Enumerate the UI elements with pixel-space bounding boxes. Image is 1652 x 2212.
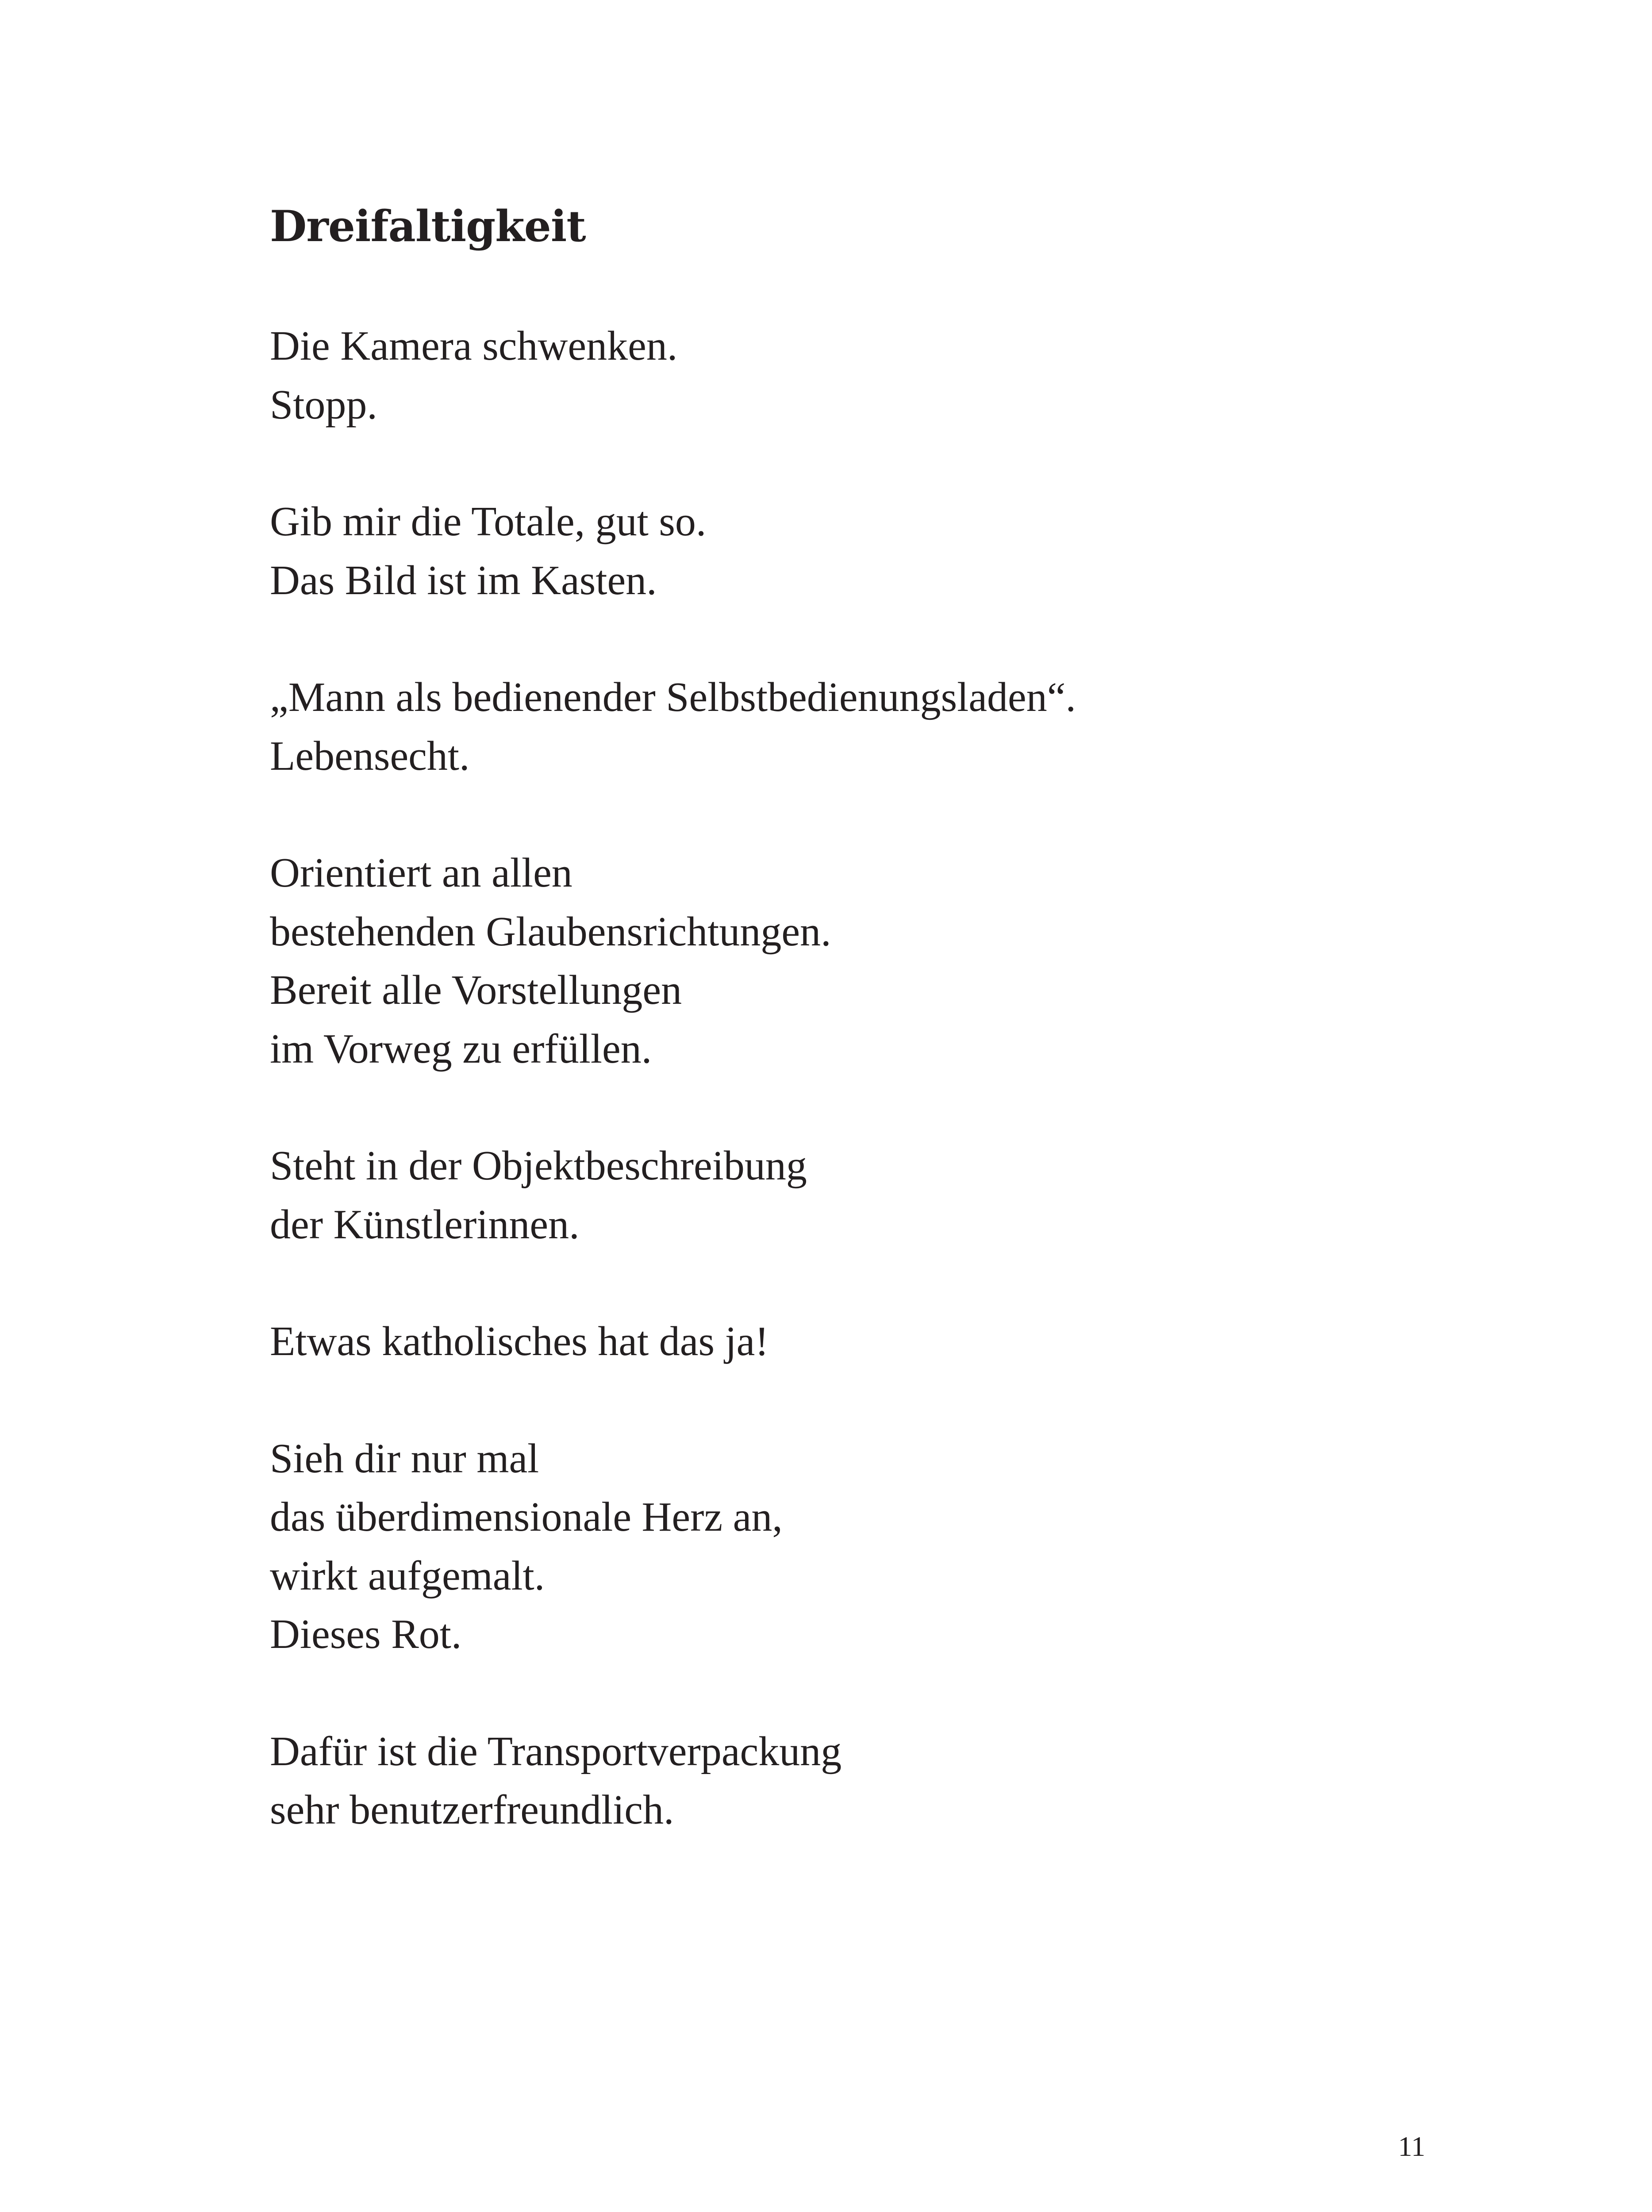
poem [270,191,1553,1839]
poem-line: „Mann als bedienender Selbstbedienungsladen“. [270,674,1076,720]
poem-title: Dreifaltigkeit [270,201,586,251]
poem-line: im Vorweg zu erfüllen. [270,1025,652,1072]
stanza [270,492,1553,610]
poem-line: Die Kamera schwenken. [270,323,678,369]
poem-line: der Künstlerinnen. [270,1201,580,1248]
poem-line: Gib mir die Totale, gut so. [270,499,707,545]
stanza [270,1137,1553,1254]
poem-line: Etwas katholisches hat das ja! [270,1318,769,1364]
poem-line: Steht in der Objektbeschreibung [270,1143,807,1189]
poem-line: Lebensecht. [270,733,470,779]
poem-line: wirkt aufgemalt. [270,1552,545,1599]
stanza [270,1312,1553,1371]
page-number: 11 [1398,2131,1425,2162]
poem-line: bestehenden Glaubensrichtungen. [270,908,831,955]
poem-line: Bereit alle Vorstellungen [270,967,682,1013]
poem-line: Orientiert an allen [270,850,572,896]
poem-line: Sieh dir nur mal [270,1435,539,1482]
poem-line: Stopp. [270,381,377,428]
poem-line: Das Bild ist im Kasten. [270,557,657,603]
stanza [270,1722,1553,1839]
poem-line: Dieses Rot. [270,1611,462,1657]
poem-line: das überdimensionale Herz an, [270,1494,783,1540]
stanza [270,668,1553,785]
stanza [270,844,1553,1078]
poem-line: sehr benutzerfreundlich. [270,1787,674,1833]
stanza [270,1429,1553,1664]
poem-line: Dafür ist die Transportverpackung [270,1728,842,1774]
stanza [270,317,1553,434]
